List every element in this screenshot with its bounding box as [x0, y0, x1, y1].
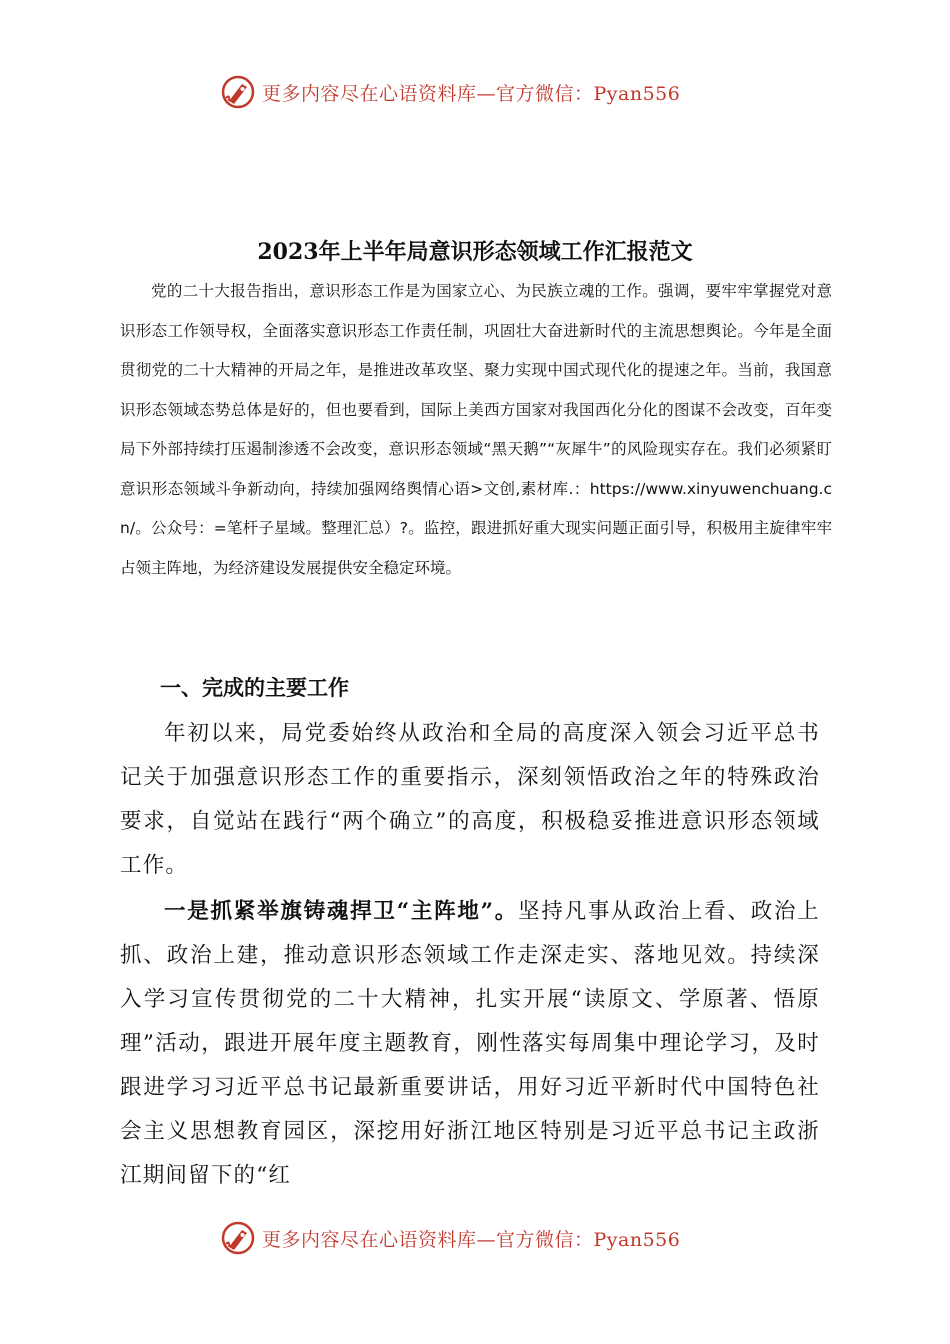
- banner-text: 更多内容尽在心语资料库—官方微信：Pyan556: [262, 1228, 681, 1251]
- intro-paragraph: 党的二十大报告指出，意识形态工作是为国家立心、为民族立魂的工作。强调，要牢牢掌握党对意识形态工作领导权，全面落实意识形态工作责任制，巩固壮大奋进新时代的主流思想舆论。今年是全面贯彻党的二十大精神的开局之年，是推进改革攻坚、聚力实现中国式现代化的提速之年。当前，我国意识形态领域态势总体是好的，但也要看到，国际上美西方国家对我国西化分化的图谋不会改变，百年变局下外部持续打压遏制渗透不会改变，意识形态领域“黑天鹅”“灰犀牛”的风险现实存在。我们必须紧盯意识形态领域斗争新动向，持续加强网络舆情心语>文创,素材库.：https://www.xinyuwenchuang.cn/。公众号：=笔杆子星域。整理汇总）?。监控，跟进抓好重大现实问题正面引导，积极用主旋律牢牢占领主阵地，为经济建设发展提供安全稳定环境。: [120, 282, 832, 577]
- wechat-id: Pyan556: [593, 1228, 681, 1251]
- footer-watermark-banner: [220, 1218, 740, 1258]
- banner-text: 更多内容尽在心语资料库—官方微信：Pyan556: [262, 82, 681, 105]
- pen-nib-logo-icon: [220, 74, 256, 110]
- body-paragraph-1: 年初以来，局党委始终从政治和全局的高度深入领会习近平总书记关于加强意识形态工作的重要指示，深刻领悟政治之年的特殊政治要求，自觉站在践行“两个确立”的高度，积极稳妥推进意识形态领域工作。: [120, 721, 820, 878]
- section-heading: 一、完成的主要工作: [160, 675, 349, 700]
- pen-nib-logo-icon: [220, 1220, 256, 1256]
- paragraph-body: 坚持凡事从政治上看、政治上抓、政治上建，推动意识形态领域工作走深走实、落地见效。持续深入学习宣传贯彻党的二十大精神，扎实开展“读原文、学原著、悟原理”活动，跟进开展年度主题教育，刚性落实每周集中理论学习，及时跟进学习习近平总书记最新重要讲话，用好习近平新时代中国特色社会主义思想教育园区，深挖用好浙江地区特别是习近平总书记主政浙江期间留下的“红: [120, 899, 821, 1188]
- wechat-id: Pyan556: [593, 82, 681, 105]
- header-watermark-banner: [220, 72, 740, 112]
- document-title: 2023年上半年局意识形态领域工作汇报范文: [257, 238, 693, 265]
- paragraph-lead-bold: 一是抓紧举旗铸魂捍卫“主阵地”。: [164, 899, 519, 924]
- body-paragraph-2: [120, 890, 820, 1198]
